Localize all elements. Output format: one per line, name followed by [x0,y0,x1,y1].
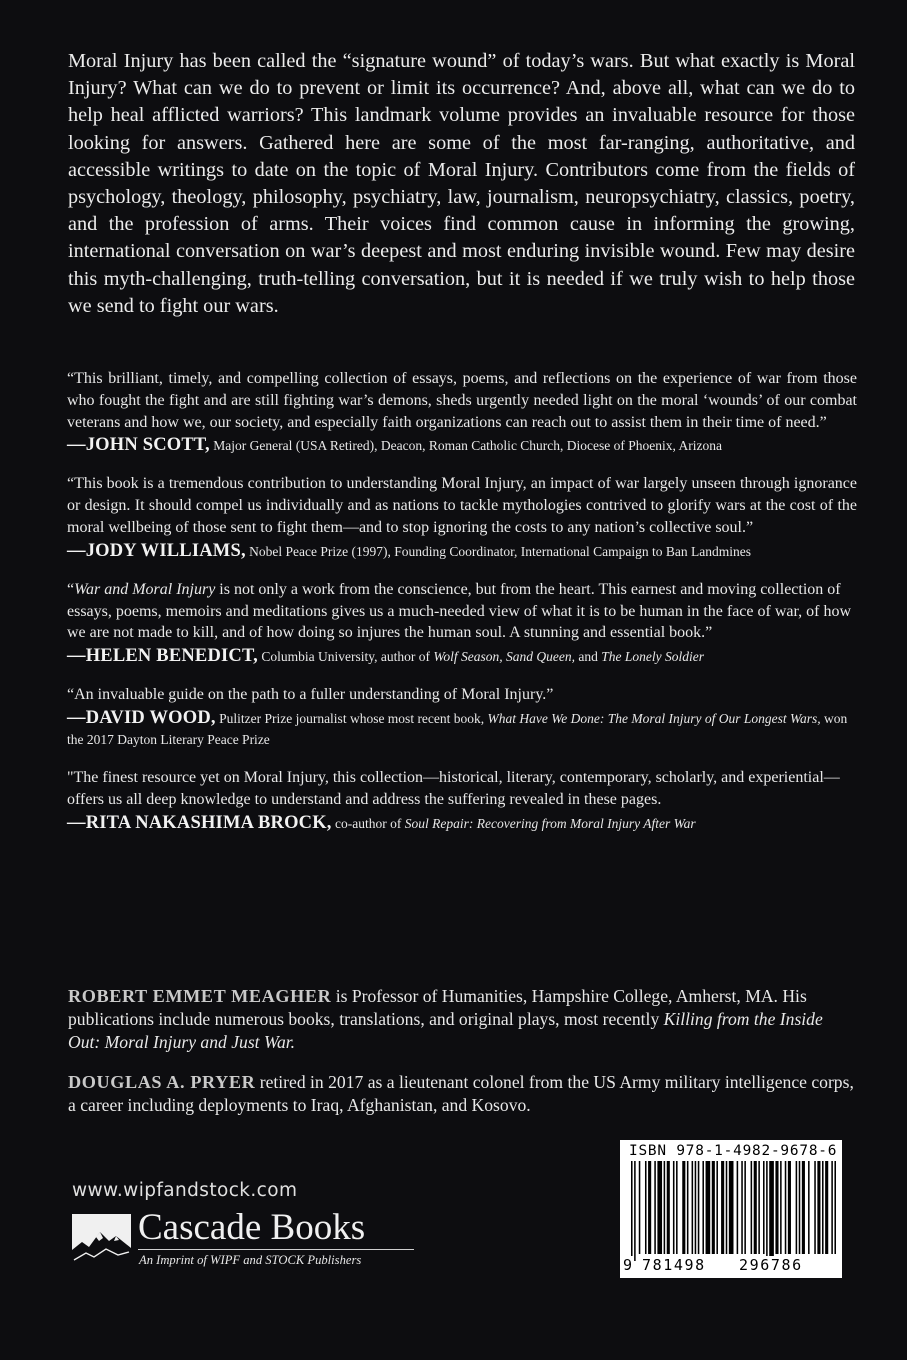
barcode-bar [664,1161,666,1254]
barcode-bar [766,1161,768,1261]
barcode-bar [769,1161,774,1261]
endorser-affiliation: co-author of [331,815,405,831]
barcode-bar [631,1161,633,1261]
barcode-digits-right: 296786 [739,1256,803,1274]
endorser-name: —HELEN BENEDICT, [67,646,258,667]
barcode-bar [799,1161,801,1254]
endorsement [67,579,857,667]
barcode-bar [788,1161,791,1254]
endorsements [67,368,857,851]
barcode-bar [751,1161,753,1254]
barcode-bar [654,1161,656,1254]
publisher-logo-block [72,1207,432,1272]
endorsement-attribution [67,813,857,834]
barcode-digit-first: 9 [623,1256,633,1274]
barcode-bar [817,1161,820,1254]
isbn-barcode [620,1140,842,1278]
barcode-bar [645,1161,647,1254]
endorsement [67,368,857,456]
barcode-bar [657,1161,662,1254]
barcode-bar [834,1161,836,1254]
quote-text: is not only a work from the conscience, but from the heart. This earnest and moving collection of essays, poems, memoirs and meditations gives us a much-needed view of what it is to be human in the face of war, of how we are not made to kill, and of how doing so injures the human soul. A stunning and essential book.” [67,580,852,642]
barcode-bar [729,1161,734,1254]
endorser-affiliation: Columbia University, author of [257,649,434,665]
barcode-bar [822,1161,824,1254]
barcode-bar [744,1161,746,1254]
barcode-bar [780,1161,782,1254]
back-cover-blurb: Moral Injury has been called the “signature wound” of today’s wars. But what exactly is Moral Injury? What can we do to prevent or limit its occurrence? And, above all, what can we do to help heal afflicted warriors? This landmark volume provides an invaluable resource for those looking for answers. Gathered here are some of the most far-ranging, authoritative, and accessible writings to date on the topic of Moral Injury. Contributors come from the fields of psychology, theology, philosophy, psychiatry, law, journalism, neuropsychiatry, classics, poetry, and the profession of arms. Their voices find common cause in informing the growing, international conversation on war’s deepest and most enduring invisible wound. Few may desire this myth-challenging, truth-telling conversation, but it is needed if we truly wish to help those we send to fight our wars. [68,50,855,317]
barcode-bar [692,1161,694,1254]
barcode-digits-left: 781498 [642,1256,706,1274]
author-bios [68,985,858,1134]
conjunction: and [574,649,602,665]
barcode-bar [763,1161,765,1254]
barcode-bar [698,1161,700,1254]
author-bio-text: retired in 2017 as a lieutenant colonel from the US Army military intelligence corps, a career including deployments to Iraq, Afghanistan, and Kosovo. [68,1072,854,1115]
barcode-bar [667,1161,670,1254]
barcode-bar [716,1161,718,1254]
endorsement [67,767,857,834]
author-bio [68,985,858,1054]
endorsement-quote: “This brilliant, timely, and compelling collection of essays, poems, and reflections on the experience of war from those who fought the fight and are still fighting war’s demons, sheds urgently needed light on the moral ‘wounds’ of our combat veterans and how we, our society, and especially faith organizations can reach out to assist them in their time of need.” [67,370,857,431]
barcode-bar [802,1161,805,1254]
barcode-bar [814,1161,816,1254]
endorsement [67,684,857,750]
publisher-imprint: An Imprint of WIPF and STOCK Publishers [139,1253,362,1267]
barcode-bar [831,1161,833,1254]
publisher-website: www.wipfandstock.com [72,1180,298,1201]
barcode-bar [706,1161,711,1254]
endorsement [67,473,857,561]
barcode-bar [702,1161,704,1254]
quote-open-mark: “ [67,580,75,598]
barcode-bar [712,1161,715,1254]
endorser-name: —JODY WILLIAMS, [67,540,246,561]
barcode-bar [825,1161,828,1254]
endorser-name: —RITA NAKASHIMA BROCK, [67,812,332,833]
barcode-bar [758,1161,760,1254]
barcode-bar [726,1161,728,1254]
endorsement-attribution [67,646,857,667]
barcode-bar [676,1161,678,1254]
endorser-affiliation: Nobel Peace Prize (1997), Founding Coordinator, International Campaign to Ban Landmines [245,543,752,559]
endorsement-attribution [67,435,857,456]
barcode-bar [648,1161,651,1254]
barcode-bar [741,1161,743,1254]
author-bio-text: is Professor of Humanities, Hampshire College, Amherst, MA. His publications include numerous books, translations, and original plays, most recently [68,986,807,1029]
endorser-affiliation: Pulitzer Prize journalist whose most recent book, [215,710,488,726]
endorser-award: won the 2017 Dayton Literary Peace Prize [67,710,848,747]
author-book-title: Killing from the Inside Out: Moral Injury and Just War. [68,1009,823,1052]
endorser-book-title: What Have We Done: The Moral Injury of Our Longest Wars, [487,710,821,726]
barcode-bar [634,1161,636,1261]
barcode-bar [737,1161,739,1254]
endorsement-quote: “This book is a tremendous contribution to understanding Moral Injury, an impact of war largely unseen through ignorance or design. It should compel us individually and as nations to tackle mythologies contrived to glorify wars at the cost of the moral wellbeing of those sent to fight them—and to stop ignoring the costs to any nation’s collective soul.” [67,475,857,536]
barcode-bar [808,1161,810,1254]
barcode-bars [631,1161,836,1261]
isbn-label: ISBN 978-1-4982-9678-6 [629,1143,838,1159]
endorsement-quote: “An invaluable guide on the path to a fuller understanding of Moral Injury.” [67,686,554,704]
quoted-book-title: War and Moral Injury [74,580,216,598]
endorser-name: —JOHN SCOTT, [67,435,210,456]
barcode-bar [796,1161,798,1254]
author-bio [68,1071,858,1117]
endorser-book-title: Wolf Season, Sand Queen, [433,649,575,665]
endorsement-quote [67,579,857,644]
author-name: DOUGLAS A. PRYER [68,1072,256,1092]
barcode-bar [695,1161,697,1254]
mountain-logo-icon [72,1214,131,1266]
endorser-affiliation: Major General (USA Retired), Deacon, Roman Catholic Church, Diocese of Phoenix, Arizona [209,438,723,454]
endorsement-quote: "The finest resource yet on Moral Injury, this collection—historical, literary, contemporary, scholarly, and experiential—offers us all deep knowledge to understand and address the suffering revealed in these pages. [67,768,840,808]
endorser-book-title: The Lonely Soldier [601,649,704,665]
publisher-name: Cascade Books [138,1207,366,1248]
endorser-name: —DAVID WOOD, [67,707,216,728]
barcode-bar [785,1161,787,1254]
barcode-bar [721,1161,724,1254]
barcode-bar [754,1161,757,1254]
endorsement-attribution [67,708,857,750]
barcode-bar [775,1161,778,1254]
barcode-bar [687,1161,689,1254]
barcode-digits [620,1256,842,1276]
barcode-bar [639,1161,641,1254]
endorsement-attribution [67,541,857,562]
barcode-bar [673,1161,675,1254]
publisher-divider [138,1249,414,1250]
endorser-book-title: Soul Repair: Recovering from Moral Injury After War [404,815,696,831]
barcode-bar [682,1161,685,1254]
author-name: ROBERT EMMET MEAGHER [68,986,332,1006]
